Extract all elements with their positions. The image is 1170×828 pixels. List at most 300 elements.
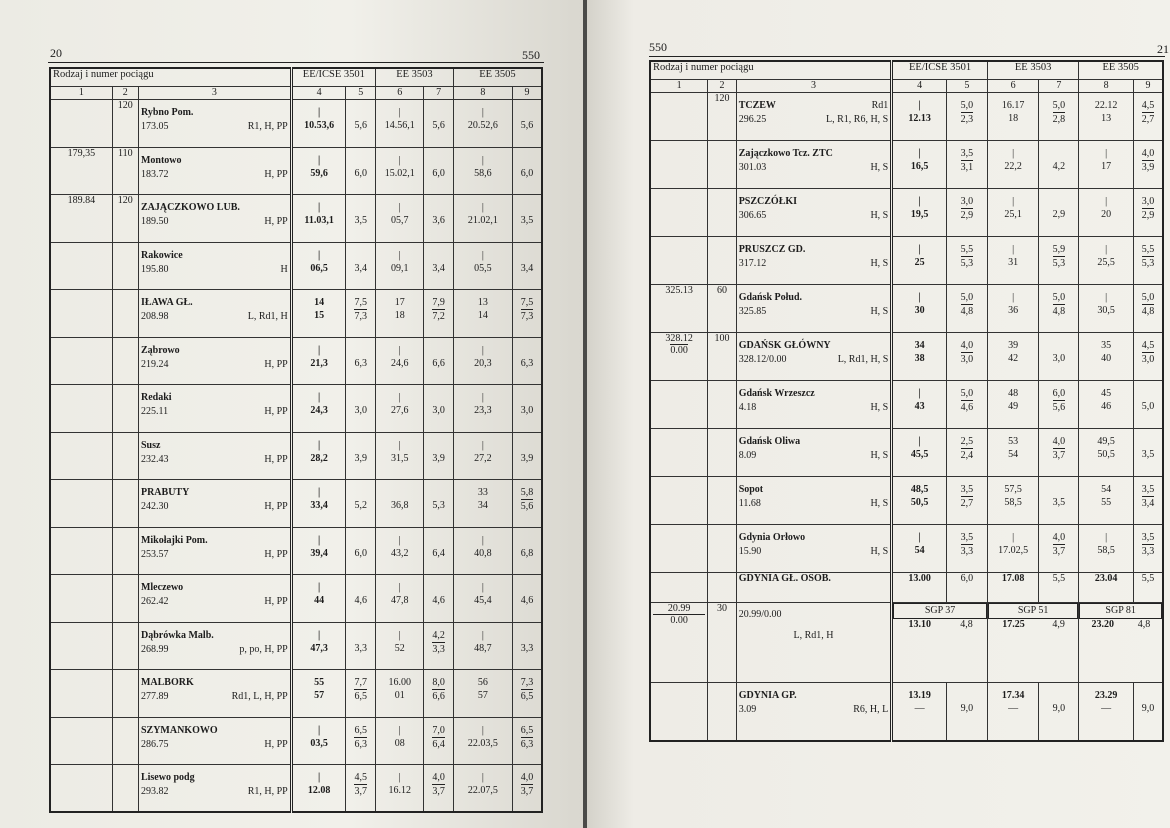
stop-time-cell [346,527,375,575]
arrival-or-pass: 14 [314,297,325,308]
station-info [141,718,288,750]
stop-bottom: 3,1 [960,162,974,173]
time-values [456,528,510,560]
stop-time-cell [946,429,987,477]
arrival-time: 17.34 [1001,690,1025,701]
station-name: GDYNIA GP. [738,690,797,701]
station-row [650,93,1163,141]
station-codes: L, Rd1, H, S [837,354,889,365]
station-name: IŁAWA GŁ. [140,297,193,308]
stop-top: 5,0 [1052,292,1066,303]
stop-values [515,243,539,275]
stop-bottom: 3,7 [1052,450,1066,461]
departure-time: 25,1 [1004,209,1022,220]
distance-value-reset: 0.00 [653,614,705,626]
time-cell [375,147,423,195]
stop-bottom: 6,3 [520,738,534,750]
time-cell [453,100,512,148]
departure-time: 25 [914,257,925,268]
stop-time-cell [424,575,454,623]
stop-bottom: 2,9 [1141,210,1155,221]
stop-bottom: 3,4 [1141,498,1155,509]
departure-time: 14 [477,310,488,321]
station-info [141,290,288,322]
timetable-right [649,60,1164,742]
stop-bottom: 6,3 [354,738,367,750]
time-cell [892,189,947,237]
time-cell [1079,525,1134,573]
stop-values [515,290,539,323]
station-name: Ząbrowo [140,344,180,356]
stop-top: 4,0 [520,772,534,783]
speed-cell [708,525,736,573]
time-values [990,429,1037,461]
time-cell [375,195,423,243]
departure-time: 21.02,1 [467,215,498,226]
time-cell [892,429,947,477]
arrival-or-pass: | [398,534,401,546]
column-index: 6 [987,80,1039,93]
stop-top: 7,5 [520,297,534,308]
time-cell [291,100,346,148]
stop-values [426,765,451,798]
arrival-or-pass: 49,5 [1097,436,1115,447]
stop-time-cell [512,290,542,338]
header-rule [48,62,544,63]
time-values [378,433,421,465]
time-values [895,237,944,269]
header-title: Rodzaj i numer pociągu [50,68,291,87]
station-cell [736,683,892,741]
time-cell [453,242,512,290]
stop-time-cell [512,480,542,528]
arrival-or-pass: | [318,154,321,166]
stop-time-cell [1134,93,1164,141]
station-info [141,385,288,417]
arrival-or-pass: | [481,392,484,403]
station-name: Rakowice [140,249,183,261]
stop-bottom: 2,8 [1052,114,1066,125]
stop-time-cell [424,480,454,528]
stop-values [1136,429,1160,461]
departure-time: 47,8 [390,595,409,606]
stop-top: 4,0 [1141,148,1155,159]
time-values [295,718,344,750]
stop-time: 4,8 [1137,619,1151,630]
stop-values [348,100,372,132]
distance-value: 189.84 [67,195,96,206]
stop-time-cell [424,147,454,195]
column-index: 1 [650,80,708,93]
stop-time-cell [1039,285,1079,333]
time-values [378,480,421,512]
station-codes: H, S [870,546,889,557]
right-page [587,0,1170,828]
departure-time: 17.25 [1002,619,1025,630]
time-cell [375,337,423,385]
station-name: MALBORK [140,677,194,688]
sgp-row [650,603,1163,683]
station-row [650,237,1163,285]
station-km: 195.80 [140,263,169,275]
stop-time-cell [346,480,375,528]
time-values [456,385,510,417]
stop-bottom: 3,3 [354,642,367,654]
arrival-or-pass: | [1105,196,1108,207]
sgp-cell [1079,603,1163,683]
stop-bottom: 5,2 [354,500,367,511]
stop-bottom: 6,4 [432,738,445,750]
value: 23.04 [1094,573,1118,584]
stop-values [348,243,372,275]
departure-time: 39,4 [310,547,328,559]
stop-values [426,623,451,656]
stop-time-cell [512,100,542,148]
speed-cell [708,477,736,525]
stop-bottom: 4,8 [1141,306,1155,317]
station-km: 242.30 [140,501,169,512]
arrival-or-pass: | [481,629,484,641]
arrival-or-pass: 54 [1101,484,1112,495]
arrival-or-pass: | [481,772,484,783]
time-cell [291,337,346,385]
stop-values [949,141,985,174]
stop-time-cell [946,573,987,603]
distance-cell [50,480,112,528]
arrival-or-pass: | [398,629,401,641]
station-name: Mikołajki Pom. [140,534,208,546]
sgp-label: SGP 37 [893,603,987,619]
stop-top: 3,0 [1141,196,1155,207]
time-cell [375,527,423,575]
station-cell [736,603,892,683]
time-values [895,333,944,365]
stop-values [515,338,539,370]
stop-time-cell [946,381,987,429]
stop-bottom: 3,7 [432,786,445,797]
speed-cell [708,93,736,141]
station-km: 268.99 [140,643,169,655]
stop-values [348,670,372,703]
time-cell [453,432,512,480]
column-index: 9 [1134,80,1164,93]
stop-top: 3,5 [1141,532,1155,543]
stop-bottom: 3,0 [520,405,534,416]
time-cell [1079,189,1134,237]
departure-time: 55 [1101,497,1112,508]
time-values [1081,333,1131,365]
station-name: PRABUTY [140,487,190,498]
time-values [378,718,421,750]
stop-time-cell [346,670,375,718]
departure-time: 20.52,6 [467,120,498,131]
arrival-or-pass: | [1012,292,1015,303]
distance-cell [650,381,708,429]
stop-time-cell [1134,381,1164,429]
stop-time-cell [1039,381,1079,429]
stop-bottom: 5,6 [354,120,367,131]
stop-time-cell [946,93,987,141]
stop-bottom: 4,8 [960,306,974,317]
departure-time: 17 [1101,161,1112,172]
station-codes: H, S [870,450,889,461]
departure-time: 17.02,5 [998,545,1029,556]
speed-cell [708,381,736,429]
time-cell [375,242,423,290]
column-index: 8 [453,87,512,100]
station-cell [138,195,291,243]
time-cell [453,147,512,195]
speed-cell [112,670,138,718]
stop-bottom: 3,7 [520,786,534,797]
station-name: Zajączkowo Tcz. ZTC [738,148,833,159]
speed-cell [112,432,138,480]
stop-values [949,93,985,126]
stop-time-cell [946,477,987,525]
stop-time-cell [346,337,375,385]
stop-top: 3,0 [960,196,974,207]
distance-cell [650,603,708,683]
station-info [141,575,288,607]
departure-time: 57 [477,690,488,701]
station-cell [138,242,291,290]
time-cell [987,683,1039,741]
arrival-or-pass: | [398,344,401,356]
arrival-or-pass: | [1012,148,1015,159]
stop-values [515,575,539,607]
departure-time: 18 [1008,113,1019,124]
stop-time-cell [1039,333,1079,381]
stop-time-cell [346,385,375,433]
arrival-or-pass: | [398,392,401,403]
stop-top: 4,0 [432,772,445,783]
stop-bottom: 4,8 [1052,306,1066,317]
stop-top: 4,0 [1052,436,1066,447]
time-cell [987,573,1039,603]
station-row [650,333,1163,381]
stop-top: 4,5 [354,772,367,783]
arrival-or-pass: | [398,772,401,783]
departure-time: 23.20 [1091,619,1114,630]
arrival-or-pass: | [918,244,921,255]
arrival-or-pass: 45 [1101,388,1112,399]
stop-time-cell [424,670,454,718]
time-values [895,429,944,461]
departure-time: 09,1 [390,262,409,274]
stop-bottom: 5,3 [960,258,974,269]
stop-bottom: 4,2 [1052,161,1066,172]
stop-values [426,670,451,703]
departure-time: 21,3 [310,357,328,369]
stop-values [949,285,985,318]
time-cell [892,93,947,141]
station-codes: H, PP [264,548,288,560]
station-info [739,93,889,125]
speed-cell [708,683,736,741]
arrival-or-pass: 55 [314,677,325,688]
stop-values [348,575,372,607]
stop-time: 9,0 [960,703,974,714]
time-cell [1079,141,1134,189]
time-cell [291,670,346,718]
stop-top: 5,9 [1052,244,1066,255]
distance-cell [650,189,708,237]
departure-time: 18 [394,310,405,321]
departure-time: 57 [314,690,325,701]
stop-values [949,381,985,414]
stop-bottom: 3,9 [354,452,367,464]
arrival-or-pass: | [481,724,484,736]
station-codes: H, S [870,162,889,173]
station-info [739,429,889,461]
stop-values [348,385,372,417]
distance-cell [650,525,708,573]
station-name: GDYNIA GŁ. OSOB. [738,573,831,584]
stop-bottom: 3,0 [432,405,445,416]
departure-time: 15.02,1 [384,167,415,179]
page-number: 20 [50,46,62,60]
departure-time: 34 [477,500,488,511]
station-row [650,285,1163,333]
arrival-or-pass: 17 [394,297,405,308]
stop-top: 5,5 [960,244,974,255]
stop-time-cell [1039,189,1079,237]
stop-bottom: 6,6 [432,357,445,369]
stop-values [348,195,372,227]
stop-bottom: 3,4 [520,262,534,274]
time-cell [892,525,947,573]
stop-bottom: 6,0 [520,167,534,179]
arrival-or-pass: | [318,582,321,593]
time-cell [375,290,423,338]
arrival-or-pass: | [1105,292,1108,303]
departure-time: 58,6 [474,167,492,179]
station-km: 3.09 [738,704,757,715]
departure-time: 33,4 [310,500,328,511]
station-name: Gdańsk Połud. [738,292,803,303]
distance-value: 179,35 [67,147,96,159]
arrival-or-pass: 22.12 [1094,100,1118,111]
stop-bottom: 3,3 [520,642,534,654]
time-values [295,338,344,370]
station-cell [138,575,291,623]
departure-time: 22.07,5 [467,785,498,796]
station-name: Gdańsk Wrzeszcz [738,388,815,399]
time-values [378,148,421,180]
stop-bottom: 5,6 [520,120,534,131]
time-values [295,385,344,417]
arrival-or-pass: | [318,772,321,783]
time-values [990,189,1037,221]
stop-bottom: 7,2 [432,311,445,322]
stop-time-cell [346,242,375,290]
speed-cell [112,480,138,528]
station-name: Gdańsk Oliwa [738,436,801,447]
arrival-or-pass: 16.00 [388,677,411,688]
stop-time-cell [1134,285,1164,333]
stop-values [1136,93,1160,126]
stop-bottom: 7,3 [520,311,534,322]
station-km: 173.05 [140,121,169,132]
time-values [1081,93,1131,125]
time-values [456,670,510,702]
station-km: 15.90 [738,546,762,557]
stop-time-cell [424,765,454,813]
stop-top: 4,0 [960,340,974,351]
station-codes: H, S [870,402,889,413]
stop-values [949,525,985,558]
speed-value: 120 [117,100,133,111]
departure-time: 46 [1101,401,1112,412]
stop-bottom: 5,6 [1052,402,1066,413]
stop-time-cell [346,100,375,148]
stop-bottom: 5,6 [432,120,445,131]
speed-cell [112,100,138,148]
time-values [895,141,944,173]
speed-cell [112,337,138,385]
speed-cell [112,527,138,575]
departure-time: 08 [394,737,405,749]
station-cell [138,385,291,433]
distance-cell [650,93,708,141]
time-cell [291,765,346,813]
stop-bottom: 3,4 [432,262,445,274]
station-km: 262.42 [140,596,169,607]
station-row [50,480,542,528]
speed-cell [708,603,736,683]
station-km: 325.85 [738,306,767,317]
stop-time-cell [512,527,542,575]
time-values [378,765,421,797]
time-cell [1079,285,1134,333]
column-index: 3 [138,87,291,100]
time-values [895,525,944,557]
distance-cell [50,337,112,385]
distance-cell [50,575,112,623]
stop-bottom: 4,6 [520,595,534,606]
train-header-3: EE 3505 [1079,61,1163,80]
time-cell [987,333,1039,381]
stop-time-cell [1039,573,1079,603]
stop-bottom: 5,6 [520,501,534,512]
stop-bottom: 4,6 [354,595,367,606]
time-cell [375,100,423,148]
station-info [739,237,889,269]
departure-time: 28,2 [310,452,328,464]
speed-value: 120 [714,93,730,104]
time-cell [892,477,947,525]
time-cell [987,189,1039,237]
stop-bottom: 3,9 [520,452,534,464]
time-cell [375,622,423,670]
arrival-or-pass: | [1012,196,1015,207]
time-cell [291,527,346,575]
time-values [295,623,344,655]
station-cell [138,432,291,480]
departure-time: 01 [394,690,405,701]
column-index: 7 [1039,80,1079,93]
arrival-or-pass: | [318,392,321,403]
time-values [295,148,344,180]
departure-time: 23,3 [474,405,492,416]
stop-bottom: 2,9 [1052,209,1066,220]
stop-time-cell [346,290,375,338]
station-cell [736,381,892,429]
distance-cell [50,432,112,480]
departure-time: 20 [1101,209,1112,220]
arrival-or-pass: | [481,249,484,261]
arrival-or-pass: | [918,148,921,159]
